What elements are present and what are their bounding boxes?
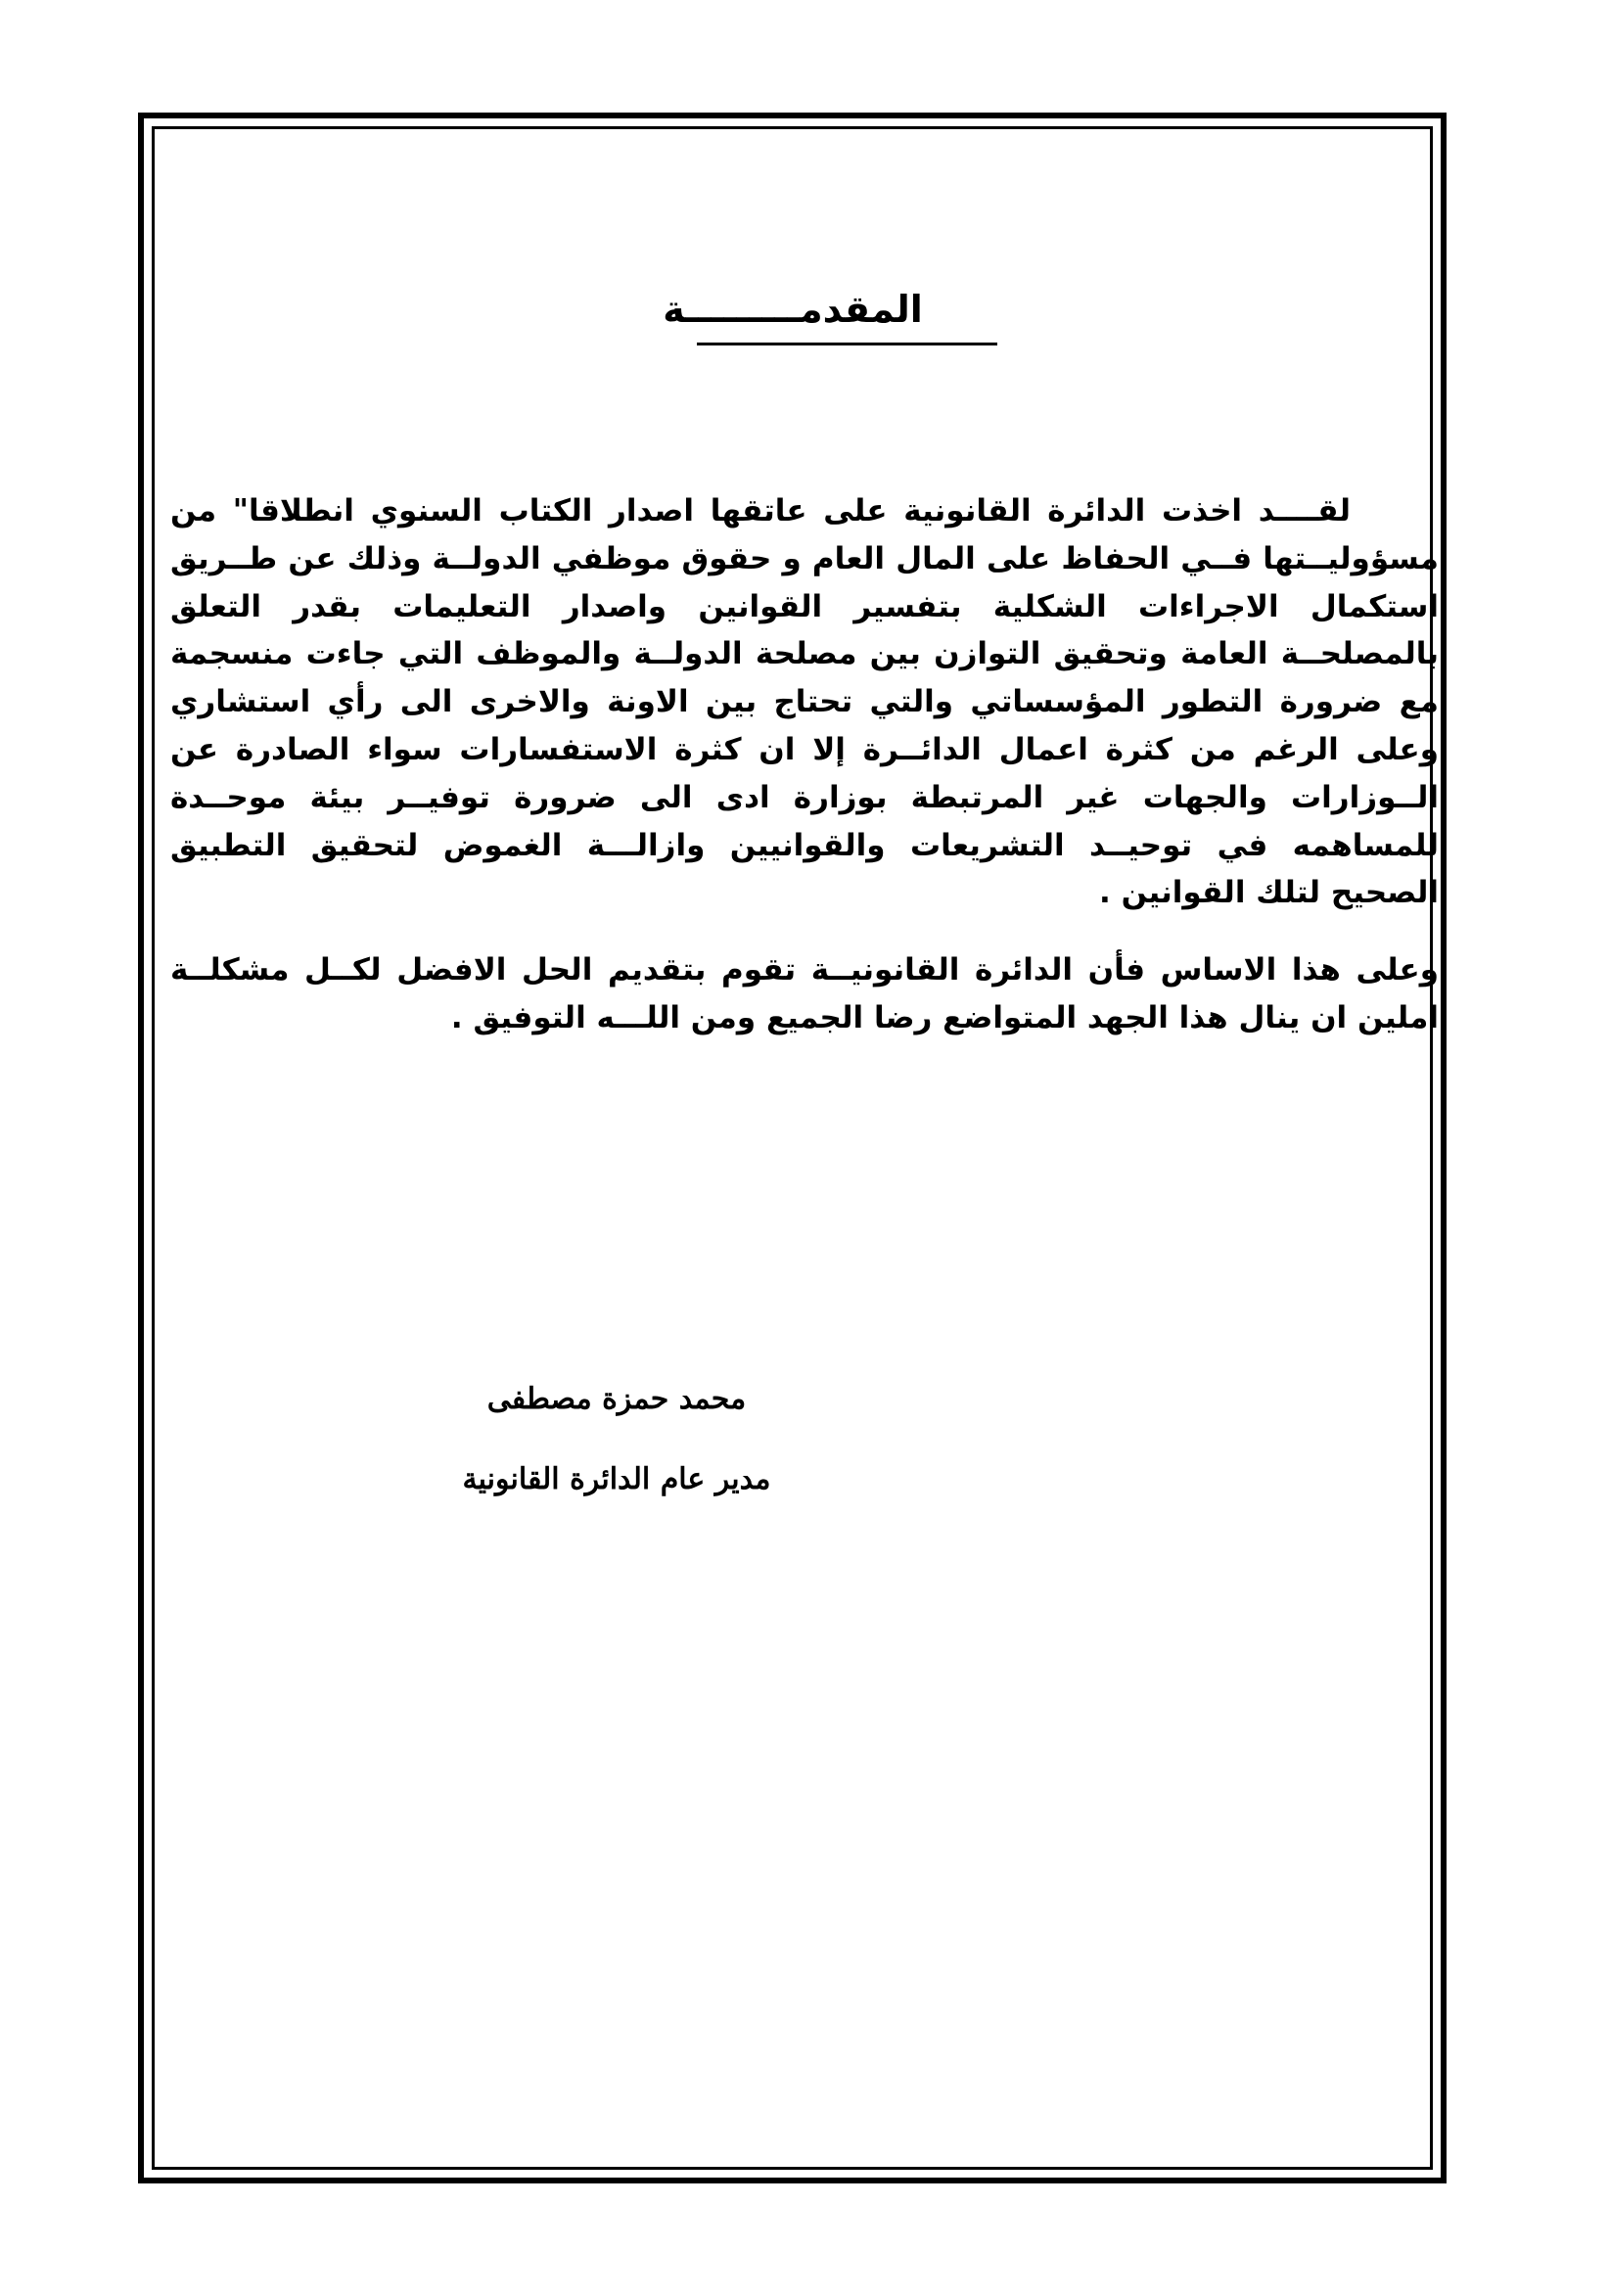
signature-name: محمد حمزة مصطفى bbox=[486, 1382, 747, 1416]
title-underline bbox=[697, 343, 997, 345]
body-text bbox=[170, 487, 1439, 1042]
paragraph-introduction: لقــــد اخذت الدائرة القانونية على عاتقها اصدار الكتاب السنوي انطلاقا" من مسؤوليــتها فــي الحفاظ على المال العام و حقوق موظفي الدولــة وذلك عن طــريق استكمال الاجراءات الشكلية بتفسير القوانين واصدار التعليمات بقدر التعلق بالمصلحــة العامة وتحقيق التوازن بين مصلحة الدولــة والموظف التي جاءت منسجمة مع ضرورة التطور المؤسساتي والتي تحتاج بين الاونة والاخرى الى رأي استشاري وعلى الرغم من كثرة اعمال الدائــرة إلا ان كثرة الاستفسارات سواء الصادرة عن الــوزارات والجهات غير المرتبطة بوزارة ادى الى ضرورة توفيــر بيئة موحــدة للمساهمه في توحيــد التشريعات والقوانيين وازالـــة الغموض لتحقيق التطبيق الصحيح لتلك القوانين . bbox=[170, 493, 1439, 911]
signature-position: مدير عام الدائرة القانونية bbox=[462, 1462, 771, 1496]
page-border-inner bbox=[152, 126, 1433, 2170]
page-title: المقدمـــــــــة bbox=[663, 288, 923, 331]
paragraph-conclusion: وعلى هذا الاساس فأن الدائرة القانونيــة تقوم بتقديم الحل الافضل لكــل مشكلــة املين ان ينال هذا الجهد المتواضع رضا الجميع ومن اللـــه التوفيق . bbox=[170, 952, 1439, 1035]
